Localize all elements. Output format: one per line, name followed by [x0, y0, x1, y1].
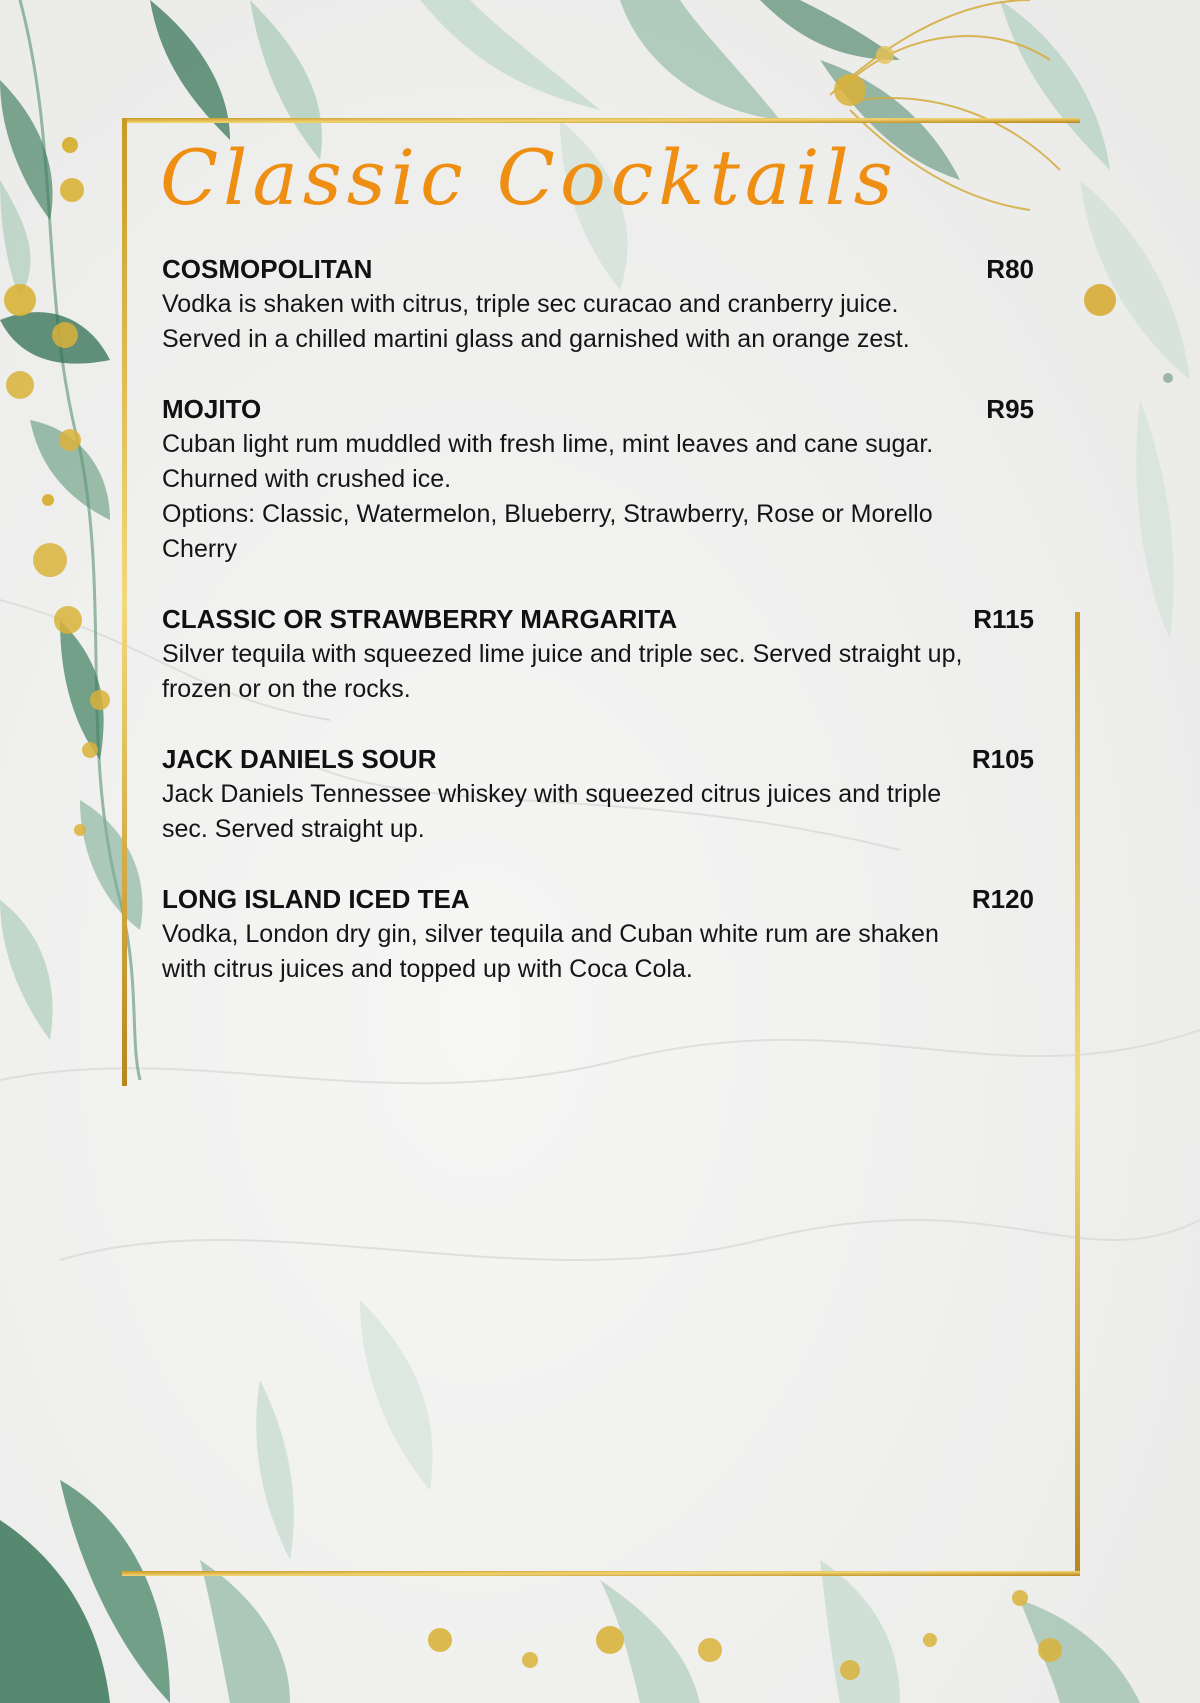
item-price: R80	[986, 254, 1034, 284]
menu-item	[162, 252, 1036, 357]
menu-item-header	[162, 392, 1036, 427]
item-name: COSMOPOLITAN	[162, 254, 373, 284]
item-description: Silver tequila with squeezed lime juice and triple sec. Served straight up, frozen or on the rocks.	[162, 640, 963, 703]
item-description: Cuban light rum muddled with fresh lime, mint leaves and cane sugar. Churned with crushed ice. Options: Classic, Watermelon, Blueberry, Strawberry, Rose or Morello Cherry	[162, 430, 934, 563]
menu-item-header	[162, 252, 1036, 287]
item-name: MOJITO	[162, 394, 262, 424]
item-price: R115	[973, 604, 1034, 634]
item-name: LONG ISLAND ICED TEA	[162, 884, 470, 914]
menu-item	[162, 602, 1036, 707]
menu-item	[162, 742, 1036, 847]
menu-title: Classic Cocktails	[160, 133, 898, 222]
menu-item-header	[162, 742, 1036, 777]
menu-item-header	[162, 882, 1036, 917]
menu-item	[162, 392, 1036, 567]
item-description: Vodka, London dry gin, silver tequila and Cuban white rum are shaken with citrus juices and topped up with Coca Cola.	[162, 920, 939, 983]
item-description: Vodka is shaken with citrus, triple sec curacao and cranberry juice. Served in a chilled martini glass and garnished with an orange zest.	[162, 290, 910, 353]
item-description: Jack Daniels Tennessee whiskey with squeezed citrus juices and triple sec. Served straight up.	[162, 780, 942, 843]
item-price: R105	[971, 744, 1034, 774]
bottom-foliage	[0, 1300, 1140, 1703]
item-price: R95	[986, 394, 1034, 424]
item-name: JACK DANIELS SOUR	[162, 744, 437, 774]
cocktail-list	[162, 252, 1036, 1022]
item-name: CLASSIC OR STRAWBERRY MARGARITA	[162, 604, 678, 634]
left-vine	[0, 0, 143, 1080]
menu-item-header	[162, 602, 1036, 637]
item-price: R120	[971, 884, 1034, 914]
menu-item	[162, 882, 1036, 987]
